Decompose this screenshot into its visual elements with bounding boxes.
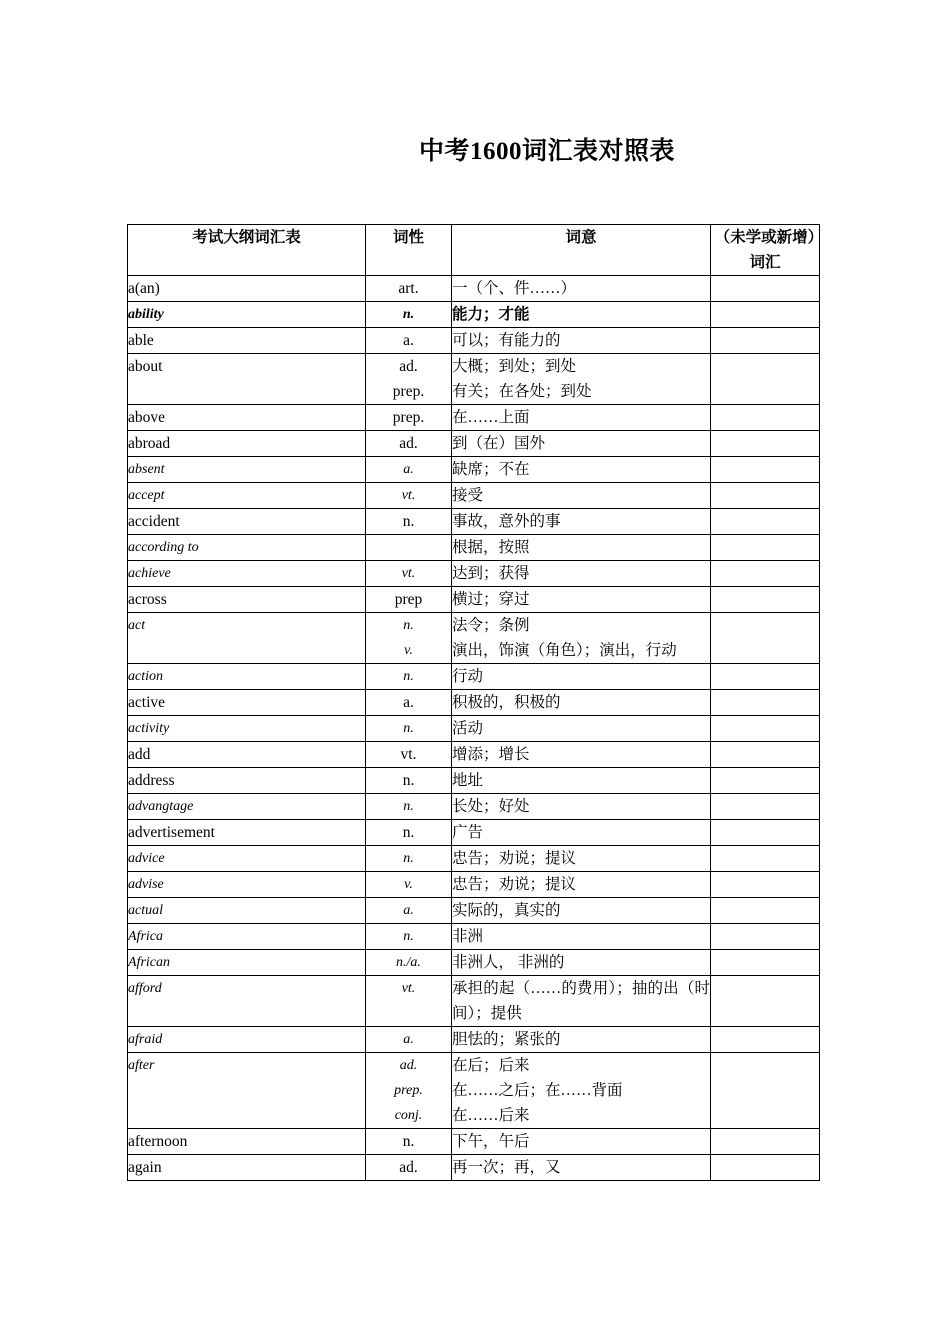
word-text: able: [128, 332, 154, 349]
word-text: active: [128, 694, 166, 711]
pos-cell: [366, 846, 452, 872]
table-row: [128, 1155, 820, 1181]
vocabulary-table: [127, 224, 820, 1181]
meaning-cell: [452, 794, 711, 820]
word-cell: [128, 587, 366, 613]
meaning-cell: [452, 509, 711, 535]
new-word-cell: [711, 1027, 820, 1053]
table-row: [128, 1027, 820, 1053]
pos-text: n.: [403, 929, 414, 944]
table-row: [128, 1129, 820, 1155]
table-row: [128, 587, 820, 613]
meaning-cell: [452, 483, 711, 509]
pos-cell: [366, 328, 452, 354]
new-word-cell: [711, 354, 820, 405]
word-cell: [128, 276, 366, 302]
header-meaning: 词意: [452, 225, 711, 276]
table-row: [128, 742, 820, 768]
word-text: again: [128, 1159, 162, 1176]
meaning-text: 大概；到处；到处 有关；在各处；到处: [452, 358, 592, 400]
pos-cell: [366, 535, 452, 561]
word-cell: [128, 431, 366, 457]
pos-text: ad. prep.: [392, 358, 425, 400]
meaning-text: 法令；条例 演出，饰演（角色）；演出，行动: [452, 617, 677, 659]
pos-text: n.: [403, 721, 414, 736]
pos-text: n.: [403, 799, 414, 814]
word-text: about: [128, 358, 163, 375]
meaning-text: 实际的，真实的: [452, 902, 561, 919]
new-word-cell: [711, 1129, 820, 1155]
word-text: ability: [128, 307, 164, 322]
word-cell: [128, 742, 366, 768]
meaning-text: 接受: [452, 487, 484, 504]
word-text: afford: [128, 981, 162, 996]
pos-text: n.: [403, 669, 414, 684]
table-row: [128, 509, 820, 535]
pos-cell: [366, 1129, 452, 1155]
word-cell: [128, 924, 366, 950]
word-cell: [128, 976, 366, 1027]
word-text: add: [128, 746, 151, 763]
meaning-cell: [452, 276, 711, 302]
new-word-cell: [711, 405, 820, 431]
word-cell: [128, 898, 366, 924]
page-title: 中考1600词汇表对照表: [418, 138, 675, 165]
word-text: above: [128, 409, 166, 426]
meaning-cell: [452, 302, 711, 328]
word-text: African: [128, 955, 170, 970]
pos-text: vt.: [401, 566, 416, 581]
pos-cell: [366, 872, 452, 898]
pos-cell: [366, 820, 452, 846]
new-word-cell: [711, 690, 820, 716]
pos-cell: [366, 898, 452, 924]
pos-cell: [366, 716, 452, 742]
word-text: afternoon: [128, 1133, 188, 1150]
new-word-cell: [711, 924, 820, 950]
word-cell: [128, 664, 366, 690]
table-row: [128, 872, 820, 898]
table-row: [128, 820, 820, 846]
meaning-text: 到（在）国外: [452, 435, 546, 452]
pos-cell: [366, 664, 452, 690]
pos-text: ad. prep. conj.: [394, 1058, 423, 1123]
meaning-cell: [452, 431, 711, 457]
new-word-cell: [711, 846, 820, 872]
pos-cell: [366, 924, 452, 950]
word-text: actual: [128, 903, 163, 918]
table-row: [128, 613, 820, 664]
pos-cell: [366, 690, 452, 716]
word-text: advice: [128, 851, 165, 866]
word-text: after: [128, 1058, 155, 1073]
pos-cell: [366, 276, 452, 302]
new-word-cell: [711, 976, 820, 1027]
meaning-text: 横过；穿过: [452, 591, 530, 608]
new-word-cell: [711, 950, 820, 976]
meaning-cell: [452, 561, 711, 587]
word-cell: [128, 1027, 366, 1053]
word-cell: [128, 1155, 366, 1181]
pos-cell: [366, 1027, 452, 1053]
pos-cell: [366, 976, 452, 1027]
new-word-cell: [711, 302, 820, 328]
new-word-cell: [711, 457, 820, 483]
meaning-text: 再一次；再，又: [452, 1159, 561, 1176]
table-row: [128, 354, 820, 405]
word-text: accept: [128, 488, 165, 503]
meaning-text: 增添；增长: [452, 746, 530, 763]
table-row: [128, 794, 820, 820]
pos-text: a.: [403, 332, 414, 349]
header-word: 考试大纲词汇表: [128, 225, 366, 276]
pos-cell: [366, 768, 452, 794]
new-word-cell: [711, 328, 820, 354]
meaning-cell: [452, 872, 711, 898]
word-cell: [128, 561, 366, 587]
word-text: advangtage: [128, 799, 194, 814]
table-header-row: [128, 225, 820, 276]
meaning-text: 广告: [452, 824, 484, 841]
pos-cell: [366, 354, 452, 405]
new-word-cell: [711, 1053, 820, 1129]
word-cell: [128, 328, 366, 354]
pos-text: ad.: [399, 435, 418, 452]
table-row: [128, 768, 820, 794]
new-word-cell: [711, 276, 820, 302]
pos-cell: [366, 431, 452, 457]
table-row: [128, 1053, 820, 1129]
meaning-text: 下午，午后: [452, 1133, 530, 1150]
meaning-text: 能力；才能: [452, 306, 530, 323]
pos-cell: [366, 1053, 452, 1129]
header-new-words: （未学或新增）词汇: [711, 225, 820, 276]
meaning-cell: [452, 820, 711, 846]
meaning-text: 非洲: [452, 928, 484, 945]
pos-text: n.: [402, 307, 415, 322]
word-text: advertisement: [128, 824, 215, 841]
pos-cell: [366, 509, 452, 535]
word-cell: [128, 846, 366, 872]
table-row: [128, 457, 820, 483]
meaning-cell: [452, 354, 711, 405]
word-cell: [128, 1053, 366, 1129]
new-word-cell: [711, 742, 820, 768]
word-cell: [128, 1129, 366, 1155]
meaning-text: 地址: [452, 772, 484, 789]
meaning-cell: [452, 950, 711, 976]
new-word-cell: [711, 613, 820, 664]
meaning-text: 长处；好处: [452, 798, 530, 815]
table-row: [128, 535, 820, 561]
pos-text: v.: [404, 877, 413, 892]
meaning-text: 一（个、件……）: [452, 280, 577, 297]
pos-text: prep: [394, 591, 423, 608]
meaning-text: 在后；后来 在……之后；在……背面 在……后来: [452, 1057, 623, 1124]
meaning-cell: [452, 587, 711, 613]
new-word-cell: [711, 535, 820, 561]
word-text: accident: [128, 513, 180, 530]
meaning-cell: [452, 1027, 711, 1053]
word-cell: [128, 613, 366, 664]
meaning-text: 积极的，积极的: [452, 694, 561, 711]
meaning-cell: [452, 976, 711, 1027]
pos-cell: [366, 950, 452, 976]
pos-text: a.: [403, 1032, 414, 1047]
pos-text: art.: [398, 280, 419, 297]
pos-text: n.: [402, 513, 415, 530]
table-row: [128, 924, 820, 950]
table-row: [128, 664, 820, 690]
table-row: [128, 561, 820, 587]
table-row: [128, 898, 820, 924]
meaning-text: 可以；有能力的: [452, 332, 561, 349]
pos-text: n./a.: [396, 955, 421, 970]
pos-text: n.: [402, 824, 415, 841]
pos-cell: [366, 613, 452, 664]
word-text: action: [128, 669, 163, 684]
word-text: across: [128, 591, 167, 608]
meaning-text: 忠告；劝说；提议: [452, 876, 577, 893]
new-word-cell: [711, 716, 820, 742]
meaning-cell: [452, 924, 711, 950]
word-cell: [128, 872, 366, 898]
word-text: achieve: [128, 566, 171, 581]
meaning-cell: [452, 742, 711, 768]
word-cell: [128, 794, 366, 820]
meaning-cell: [452, 613, 711, 664]
new-word-cell: [711, 483, 820, 509]
new-word-cell: [711, 431, 820, 457]
new-word-cell: [711, 898, 820, 924]
pos-text: a.: [403, 462, 414, 477]
word-text: Africa: [128, 929, 163, 944]
table-row: [128, 328, 820, 354]
meaning-text: 非洲人， 非洲的: [452, 954, 565, 971]
meaning-cell: [452, 405, 711, 431]
pos-cell: [366, 587, 452, 613]
word-cell: [128, 405, 366, 431]
new-word-cell: [711, 768, 820, 794]
pos-text: n. v.: [403, 618, 414, 658]
meaning-cell: [452, 457, 711, 483]
pos-cell: [366, 405, 452, 431]
meaning-cell: [452, 898, 711, 924]
table-row: [128, 302, 820, 328]
table-row: [128, 976, 820, 1027]
header-pos: 词性: [366, 225, 452, 276]
meaning-cell: [452, 1129, 711, 1155]
word-text: abroad: [128, 435, 171, 452]
table-row: [128, 846, 820, 872]
table-row: [128, 690, 820, 716]
new-word-cell: [711, 1155, 820, 1181]
meaning-cell: [452, 1155, 711, 1181]
pos-cell: [366, 302, 452, 328]
table-row: [128, 431, 820, 457]
word-text: act: [128, 618, 146, 633]
meaning-cell: [452, 535, 711, 561]
meaning-text: 胆怯的；紧张的: [452, 1031, 561, 1048]
pos-text: prep.: [392, 409, 425, 426]
word-text: a(an): [128, 280, 160, 297]
pos-text: ad.: [399, 1159, 418, 1176]
new-word-cell: [711, 820, 820, 846]
table-row: [128, 483, 820, 509]
table-body: [128, 276, 820, 1181]
word-cell: [128, 354, 366, 405]
pos-cell: [366, 483, 452, 509]
pos-text: vt.: [400, 746, 417, 763]
meaning-text: 忠告；劝说；提议: [452, 850, 577, 867]
new-word-cell: [711, 561, 820, 587]
meaning-text: 行动: [452, 668, 484, 685]
word-cell: [128, 457, 366, 483]
word-text: activity: [128, 721, 170, 736]
word-cell: [128, 535, 366, 561]
word-cell: [128, 483, 366, 509]
new-word-cell: [711, 664, 820, 690]
word-cell: [128, 302, 366, 328]
meaning-cell: [452, 328, 711, 354]
word-cell: [128, 716, 366, 742]
word-cell: [128, 690, 366, 716]
meaning-text: 活动: [452, 720, 484, 737]
meaning-text: 承担的起（……的费用）；抽的出（时间）；提供: [452, 980, 710, 1022]
pos-cell: [366, 742, 452, 768]
new-word-cell: [711, 509, 820, 535]
table-row: [128, 276, 820, 302]
pos-text: n.: [402, 772, 415, 789]
pos-cell: [366, 794, 452, 820]
word-cell: [128, 768, 366, 794]
pos-cell: [366, 457, 452, 483]
word-text: afraid: [128, 1032, 163, 1047]
meaning-cell: [452, 1053, 711, 1129]
meaning-text: 缺席；不在: [452, 461, 530, 478]
meaning-text: 根据，按照: [452, 539, 530, 556]
pos-text: a.: [403, 694, 414, 711]
word-text: advise: [128, 877, 164, 892]
pos-text: a.: [403, 903, 414, 918]
new-word-cell: [711, 872, 820, 898]
meaning-cell: [452, 716, 711, 742]
pos-text: n.: [403, 851, 414, 866]
pos-text: n.: [402, 1133, 415, 1150]
meaning-text: 在……上面: [452, 409, 530, 426]
word-cell: [128, 950, 366, 976]
table-row: [128, 405, 820, 431]
meaning-cell: [452, 768, 711, 794]
table-row: [128, 716, 820, 742]
meaning-cell: [452, 690, 711, 716]
pos-cell: [366, 1155, 452, 1181]
word-text: according to: [128, 540, 199, 555]
word-cell: [128, 820, 366, 846]
meaning-text: 达到；获得: [452, 565, 530, 582]
meaning-cell: [452, 664, 711, 690]
new-word-cell: [711, 794, 820, 820]
new-word-cell: [711, 587, 820, 613]
pos-text: vt.: [401, 488, 416, 503]
word-text: address: [128, 772, 175, 789]
pos-text: vt.: [401, 981, 416, 996]
word-text: absent: [128, 462, 165, 477]
meaning-text: 事故，意外的事: [452, 513, 561, 530]
word-cell: [128, 509, 366, 535]
table-row: [128, 950, 820, 976]
meaning-cell: [452, 846, 711, 872]
pos-cell: [366, 561, 452, 587]
